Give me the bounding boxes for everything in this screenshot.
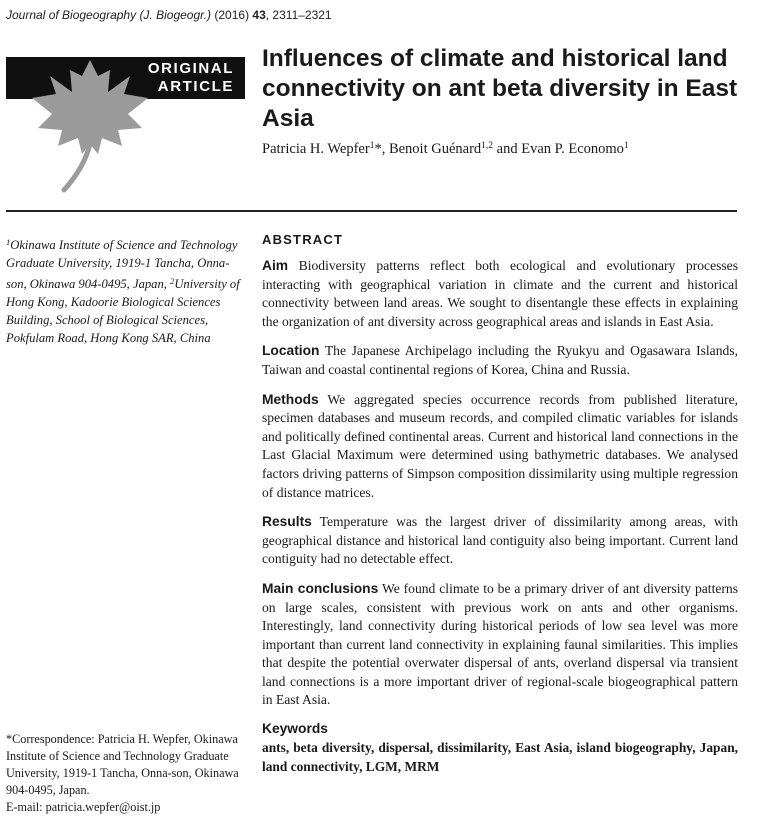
section-text: The Japanese Archipelago including the Ryukyu and Ogasawara Islands, Taiwan and coastal continental regions of Korea, China and Russia. (262, 343, 739, 377)
abstract-results (262, 513, 738, 569)
section-heading: Main conclusions (262, 580, 379, 596)
affiliation-1-marker: 1 (6, 237, 11, 247)
journal-year: (2016) (214, 8, 250, 22)
section-text: We aggregated species occurrence records from published literature, specimen databases and museum records, and compiled climatic variables for islands and politically defined continental areas. Current and historical land connections in the Last Glacial Maximum were determined using bathymetric databases. We analysed factors driving patterns of Simpson composition dissimilarity using multiple regression of distance matrices. (262, 391, 738, 500)
article-title: Influences of climate and historical land connectivity on ant beta diversity in East Asia (262, 45, 738, 132)
author-2-affil: 1,2 (481, 141, 494, 151)
author-1-mark: * (374, 141, 382, 157)
section-heading: Results (262, 514, 312, 530)
abstract-location (262, 342, 738, 379)
section-text: We found climate to be a primary driver of ant diversity patterns on large scales, consistent with previous work on ants and other organisms. Interestingly, land connectivity during historical periods of low sea level was more important than current land connectivity in explaining faunal similarities. This implies that despite the potential overwater dispersal of ants, overland dispersal via transient land connections is a more important driver of regional-scale biogeographical pattern in East Asia. (262, 580, 738, 708)
author-list (262, 141, 629, 158)
affiliation-1: Okinawa Institute of Science and Technology Graduate University, 1919-1 Tancha, Onna-son, Okinawa 904-0495, Japan, (6, 238, 238, 291)
section-text: Biodiversity patterns reflect both ecological and evolutionary processes interacting with geographical variation in climate and the current and historical connectivity between land areas. We sought to disentangle these effects in explaining the organization of ant diversity across geographical areas and islands in East Asia. (262, 258, 739, 329)
journal-volume: 43 (252, 8, 266, 22)
affiliations (6, 233, 246, 347)
section-heading: Location (262, 343, 320, 359)
journal-name: Journal of Biogeography (6, 8, 137, 22)
author-2: Benoit Guénard (388, 141, 482, 157)
correspondence-text: *Correspondence: Patricia H. Wepfer, Okinawa Institute of Science and Technology Graduate University, 1919-1 Tancha, Onna-son, Okinawa 904-0495, Japan. (6, 732, 239, 797)
affiliation-2: University of Hong Kong, Kadoorie Biological Sciences Building, School of Biological Sciences, Pokfulam Road, Hong Kong SAR, China (6, 277, 240, 345)
abstract-main-conclusions (262, 580, 738, 710)
author-separator: and (493, 141, 522, 157)
journal-citation (6, 8, 332, 22)
author-3-affil: 1 (623, 141, 629, 151)
author-separator: , (381, 141, 389, 157)
section-text: Temperature was the largest driver of dissimilarity among areas, with geographical distance and historical land contiguity also being important. Current land contiguity had no detectable effect. (262, 514, 738, 567)
correspondence-email[interactable]: E-mail: patricia.wepfer@oist.jp (6, 800, 161, 814)
keywords-heading: Keywords (262, 721, 328, 737)
maple-leaf-icon (24, 58, 154, 193)
journal-abbrev: (J. Biogeogr.) (139, 8, 212, 22)
keywords-list: ants, beta diversity, dispersal, dissimilarity, East Asia, island biogeography, Japan, land connectivity, LGM, MRM (262, 740, 738, 775)
correspondence (6, 731, 246, 816)
section-heading: Methods (262, 391, 319, 407)
section-heading: Aim (262, 258, 289, 273)
article-type-line1: ORIGINAL (147, 60, 234, 77)
author-1-affil: 1 (369, 141, 375, 151)
article-type-label (148, 60, 234, 96)
article-type-line2: ARTICLE (157, 78, 234, 95)
abstract-methods (262, 391, 738, 503)
affiliation-2-marker: 2 (170, 276, 175, 286)
author-3: Evan P. Economo (521, 141, 624, 157)
abstract-aim (262, 257, 738, 331)
author-1: Patricia H. Wepfer (262, 141, 370, 157)
abstract-heading: ABSTRACT (262, 232, 344, 247)
journal-pages: , 2311–2321 (265, 8, 332, 22)
header-divider (6, 210, 737, 212)
abstract (262, 232, 738, 776)
